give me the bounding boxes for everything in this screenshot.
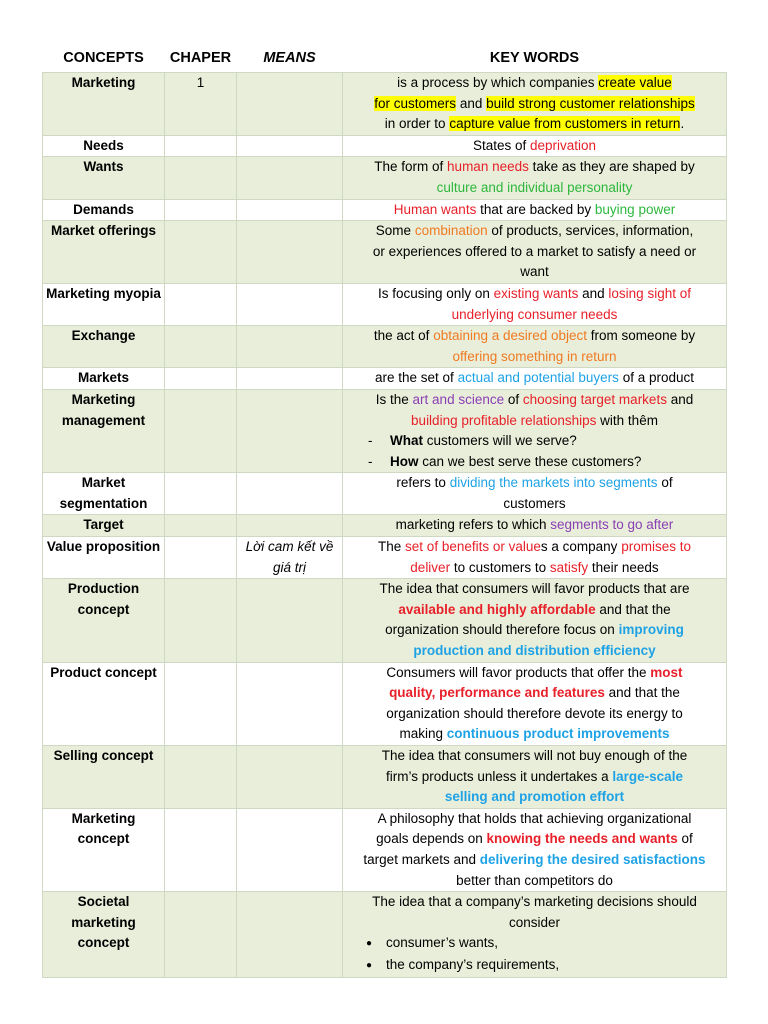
means-cell: [237, 73, 343, 136]
text-run: is a process by which companies: [397, 75, 599, 90]
concept-cell: Societal marketing concept: [43, 892, 165, 977]
text-run: A philosophy that holds that achieving organizational: [377, 810, 692, 826]
means-cell: [237, 135, 343, 157]
text-run: promises to: [621, 539, 691, 555]
concept-cell: Market offerings: [43, 221, 165, 284]
keywords-cell: [343, 473, 727, 515]
text-run: quality, performance and features: [389, 685, 605, 701]
text-run: combination: [414, 223, 488, 239]
dash-marker: -: [368, 433, 373, 449]
text-run: consider: [508, 914, 561, 930]
text-run: continuous product improvements: [446, 726, 670, 742]
concepts-table: [42, 44, 727, 978]
text-run: underlying consumer needs: [451, 306, 618, 322]
text-run: of a product: [618, 370, 694, 386]
means-cell: [237, 368, 343, 390]
text-run: customers: [503, 495, 566, 511]
text-run: The form of: [374, 159, 448, 175]
keywords-cell: [343, 283, 727, 325]
keyword-line: [346, 411, 723, 432]
text-run: that are backed by: [476, 201, 595, 217]
text-run: of: [504, 391, 523, 407]
text-run: or experiences offered to a market to satisfy a need or: [372, 243, 697, 259]
text-run: of: [657, 475, 673, 491]
chapter-cell: [165, 157, 237, 199]
text-run: Consumers will favor products that offer the: [386, 664, 651, 680]
concept-cell: Marketing management: [43, 389, 165, 472]
text-run: making: [399, 726, 447, 742]
concept-cell: Needs: [43, 135, 165, 157]
table-row: [43, 808, 727, 891]
text-run: States of: [472, 137, 530, 153]
keywords-cell: [343, 808, 727, 891]
text-run: set of benefits or value: [405, 539, 541, 555]
text-run: losing sight of: [608, 285, 691, 301]
table-row: [43, 746, 727, 809]
text-run: and: [578, 285, 609, 301]
table-row: [43, 199, 727, 221]
means-cell: [237, 808, 343, 891]
chapter-cell: [165, 326, 237, 368]
keyword-line: [346, 767, 723, 788]
text-run: to customers to: [450, 559, 550, 575]
table-row: [43, 135, 727, 157]
keyword-line: [346, 515, 723, 536]
text-run: create value: [598, 75, 672, 90]
text-run: human needs: [447, 159, 529, 175]
keywords-cell: [343, 892, 727, 977]
text-run: selling and promotion effort: [444, 789, 625, 805]
keywords-cell: [343, 135, 727, 157]
text-run: most: [650, 664, 683, 680]
text-run: of products, services, information,: [487, 223, 694, 239]
keyword-line: [346, 579, 723, 600]
keyword-line: [346, 913, 723, 934]
keywords-cell: [343, 326, 727, 368]
text-run: goals depends on: [376, 831, 487, 847]
concepts-document: [42, 44, 726, 978]
text-run: their needs: [588, 559, 659, 575]
keyword-line: [346, 242, 723, 263]
keyword-line: [346, 663, 723, 684]
keywords-cell: [343, 221, 727, 284]
keyword-line: [346, 871, 723, 892]
means-cell: [237, 326, 343, 368]
keyword-line: [346, 850, 723, 871]
text-run: delivering the desired satisfactions: [479, 851, 706, 867]
table-row: [43, 221, 727, 284]
concept-cell: Production concept: [43, 579, 165, 662]
keyword-line: [346, 829, 723, 850]
table-row: [43, 473, 727, 515]
bullet-item: [346, 955, 723, 977]
text-run: culture and individual personality: [436, 179, 633, 195]
chapter-cell: [165, 368, 237, 390]
means-cell: [237, 892, 343, 977]
text-run: are the set of: [375, 370, 458, 386]
means-cell: [237, 221, 343, 284]
text-run: What: [390, 433, 423, 449]
text-run: choosing target markets: [522, 391, 667, 407]
keywords-cell: [343, 199, 727, 221]
keywords-cell: [343, 389, 727, 472]
keywords-cell: [343, 515, 727, 537]
keyword-line: [346, 892, 723, 913]
text-run: in order to: [384, 116, 450, 132]
text-run: dividing the markets into segments: [449, 475, 658, 491]
table-header: [43, 44, 727, 73]
keyword-line: [346, 746, 723, 767]
header-row: [43, 44, 727, 73]
chapter-cell: [165, 199, 237, 221]
keyword-line: [346, 73, 723, 94]
keyword-line: [346, 326, 723, 347]
keyword-line: [346, 347, 723, 368]
text-run: for customers: [374, 95, 457, 111]
concept-cell: Product concept: [43, 662, 165, 745]
text-run: marketing refers to which: [395, 517, 551, 533]
concept-cell: Selling concept: [43, 746, 165, 809]
means-cell: [237, 389, 343, 472]
text-run: from someone by: [587, 328, 696, 344]
text-run: and: [456, 95, 487, 111]
table-row: [43, 283, 727, 325]
keyword-line: [346, 787, 723, 808]
text-run: satisfy: [549, 559, 589, 575]
text-run: and: [666, 391, 694, 407]
table-row: [43, 389, 727, 472]
text-run: offering something in return: [452, 348, 617, 364]
header-concepts: CONCEPTS: [63, 49, 144, 66]
text-run: customers will we serve?: [423, 433, 577, 449]
concept-cell: Marketing concept: [43, 808, 165, 891]
keywords-cell: [343, 368, 727, 390]
text-run: segments to go after: [550, 517, 674, 533]
means-cell: Lời cam kết về giá trị: [237, 537, 343, 579]
text-run: large-scale: [612, 768, 683, 784]
keyword-line: [346, 178, 723, 199]
keyword-line: [346, 558, 723, 579]
text-run: the act of: [373, 328, 434, 344]
keyword-line: [346, 390, 723, 411]
keyword-line: [346, 494, 723, 515]
dash-item: [346, 452, 723, 473]
header-keywords: KEY WORDS: [489, 49, 580, 66]
chapter-cell: [165, 389, 237, 472]
text-run: organization should therefore focus on: [385, 622, 619, 638]
dash-item: [346, 431, 723, 452]
chapter-cell: [165, 473, 237, 515]
keyword-line: [346, 537, 723, 558]
text-run: of: [677, 831, 693, 847]
concept-cell: Marketing: [43, 73, 165, 136]
keyword-line: [346, 114, 723, 135]
text-run: The: [378, 539, 406, 555]
concept-cell: Wants: [43, 157, 165, 199]
bullet-icon: ●: [366, 938, 373, 950]
text-run: better than competitors do: [456, 872, 613, 888]
chapter-cell: [165, 662, 237, 745]
text-run: consumer’s wants,: [386, 935, 499, 951]
concept-cell: Market segmentation: [43, 473, 165, 515]
bullet-item: [346, 933, 723, 955]
keyword-line: [346, 600, 723, 621]
text-run: and that the: [604, 685, 680, 701]
text-run: actual and potential buyers: [457, 370, 619, 386]
table-row: [43, 73, 727, 136]
text-run: take as they are shaped by: [528, 159, 695, 175]
text-run: can we best serve these customers?: [418, 453, 642, 469]
text-run: art and science: [412, 391, 505, 407]
concept-cell: Markets: [43, 368, 165, 390]
text-run: refers to: [396, 475, 450, 491]
table-row: [43, 579, 727, 662]
means-cell: [237, 515, 343, 537]
chapter-cell: [165, 892, 237, 977]
means-cell: [237, 579, 343, 662]
text-run: available and highly affordable: [398, 601, 596, 617]
text-run: The idea that consumers will favor products that are: [379, 581, 690, 597]
text-run: Is focusing only on: [378, 285, 494, 301]
table-row: [43, 515, 727, 537]
keyword-line: [346, 473, 723, 494]
chapter-cell: [165, 221, 237, 284]
text-run: improving: [618, 622, 684, 638]
concept-cell: Exchange: [43, 326, 165, 368]
text-run: with thêm: [596, 412, 658, 428]
bullet-icon: ●: [366, 959, 373, 971]
text-run: target markets and: [363, 851, 480, 867]
table-row: [43, 662, 727, 745]
keyword-line: [346, 641, 723, 662]
keywords-cell: [343, 157, 727, 199]
keywords-cell: [343, 537, 727, 579]
text-run: The idea that consumers will not buy enough of the: [381, 748, 688, 763]
table-body: [43, 73, 727, 978]
concept-cell: Demands: [43, 199, 165, 221]
text-run: knowing the needs and wants: [486, 831, 678, 847]
keywords-cell: [343, 746, 727, 809]
keyword-line: [346, 704, 723, 725]
text-run: want: [520, 264, 549, 280]
chapter-cell: [165, 135, 237, 157]
table-row: [43, 537, 727, 579]
text-run: Is the: [375, 391, 413, 407]
means-cell: [237, 473, 343, 515]
means-cell: [237, 157, 343, 199]
text-run: The idea that a company’s marketing decisions should: [372, 894, 697, 910]
chapter-cell: [165, 808, 237, 891]
text-run: build strong customer relationships: [486, 95, 695, 111]
keyword-line: [346, 368, 723, 389]
chapter-cell: [165, 283, 237, 325]
keyword-line: [346, 200, 723, 221]
means-cell: [237, 662, 343, 745]
keyword-line: [346, 221, 723, 242]
text-run: building profitable relationships: [411, 412, 597, 428]
table-row: [43, 157, 727, 199]
means-cell: [237, 283, 343, 325]
chapter-cell: 1: [165, 73, 237, 136]
table-row: [43, 892, 727, 977]
chapter-cell: [165, 746, 237, 809]
chapter-cell: [165, 579, 237, 662]
text-run: deliver: [410, 559, 451, 575]
keywords-cell: [343, 579, 727, 662]
concept-cell: Target: [43, 515, 165, 537]
text-run: buying power: [594, 201, 676, 217]
text-run: firm’s products unless it undertakes a: [386, 768, 613, 784]
keyword-line: [346, 620, 723, 641]
text-run: and that the: [595, 601, 671, 617]
keyword-line: [346, 136, 723, 157]
text-run: deprivation: [530, 137, 597, 153]
keyword-line: [346, 724, 723, 745]
concept-cell: Value proposition: [43, 537, 165, 579]
chapter-cell: [165, 537, 237, 579]
text-run: obtaining a desired object: [433, 328, 588, 344]
text-run: .: [680, 116, 685, 132]
table-row: [43, 326, 727, 368]
chapter-cell: [165, 515, 237, 537]
header-means: MEANS: [263, 49, 316, 66]
keyword-line: [346, 94, 723, 115]
keyword-line: [346, 284, 723, 305]
concept-cell: Marketing myopia: [43, 283, 165, 325]
text-run: How: [390, 453, 419, 469]
keyword-line: [346, 683, 723, 704]
text-run: organization should therefore devote its energy to: [386, 705, 683, 721]
text-run: s a company: [540, 539, 622, 555]
means-cell: [237, 746, 343, 809]
keywords-cell: [343, 73, 727, 136]
text-run: capture value from customers in return: [449, 116, 681, 132]
keyword-line: [346, 809, 723, 830]
text-run: the company’s requirements,: [386, 956, 560, 972]
means-cell: [237, 199, 343, 221]
text-run: production and distribution efficiency: [413, 643, 656, 659]
text-run: Some: [375, 223, 415, 239]
header-chapter: CHAPER: [169, 49, 232, 66]
dash-marker: -: [368, 453, 373, 469]
keyword-line: [346, 262, 723, 283]
table-row: [43, 368, 727, 390]
text-run: Human wants: [393, 201, 477, 217]
keywords-cell: [343, 662, 727, 745]
keyword-line: [346, 157, 723, 178]
text-run: existing wants: [493, 285, 579, 301]
keyword-line: [346, 305, 723, 326]
